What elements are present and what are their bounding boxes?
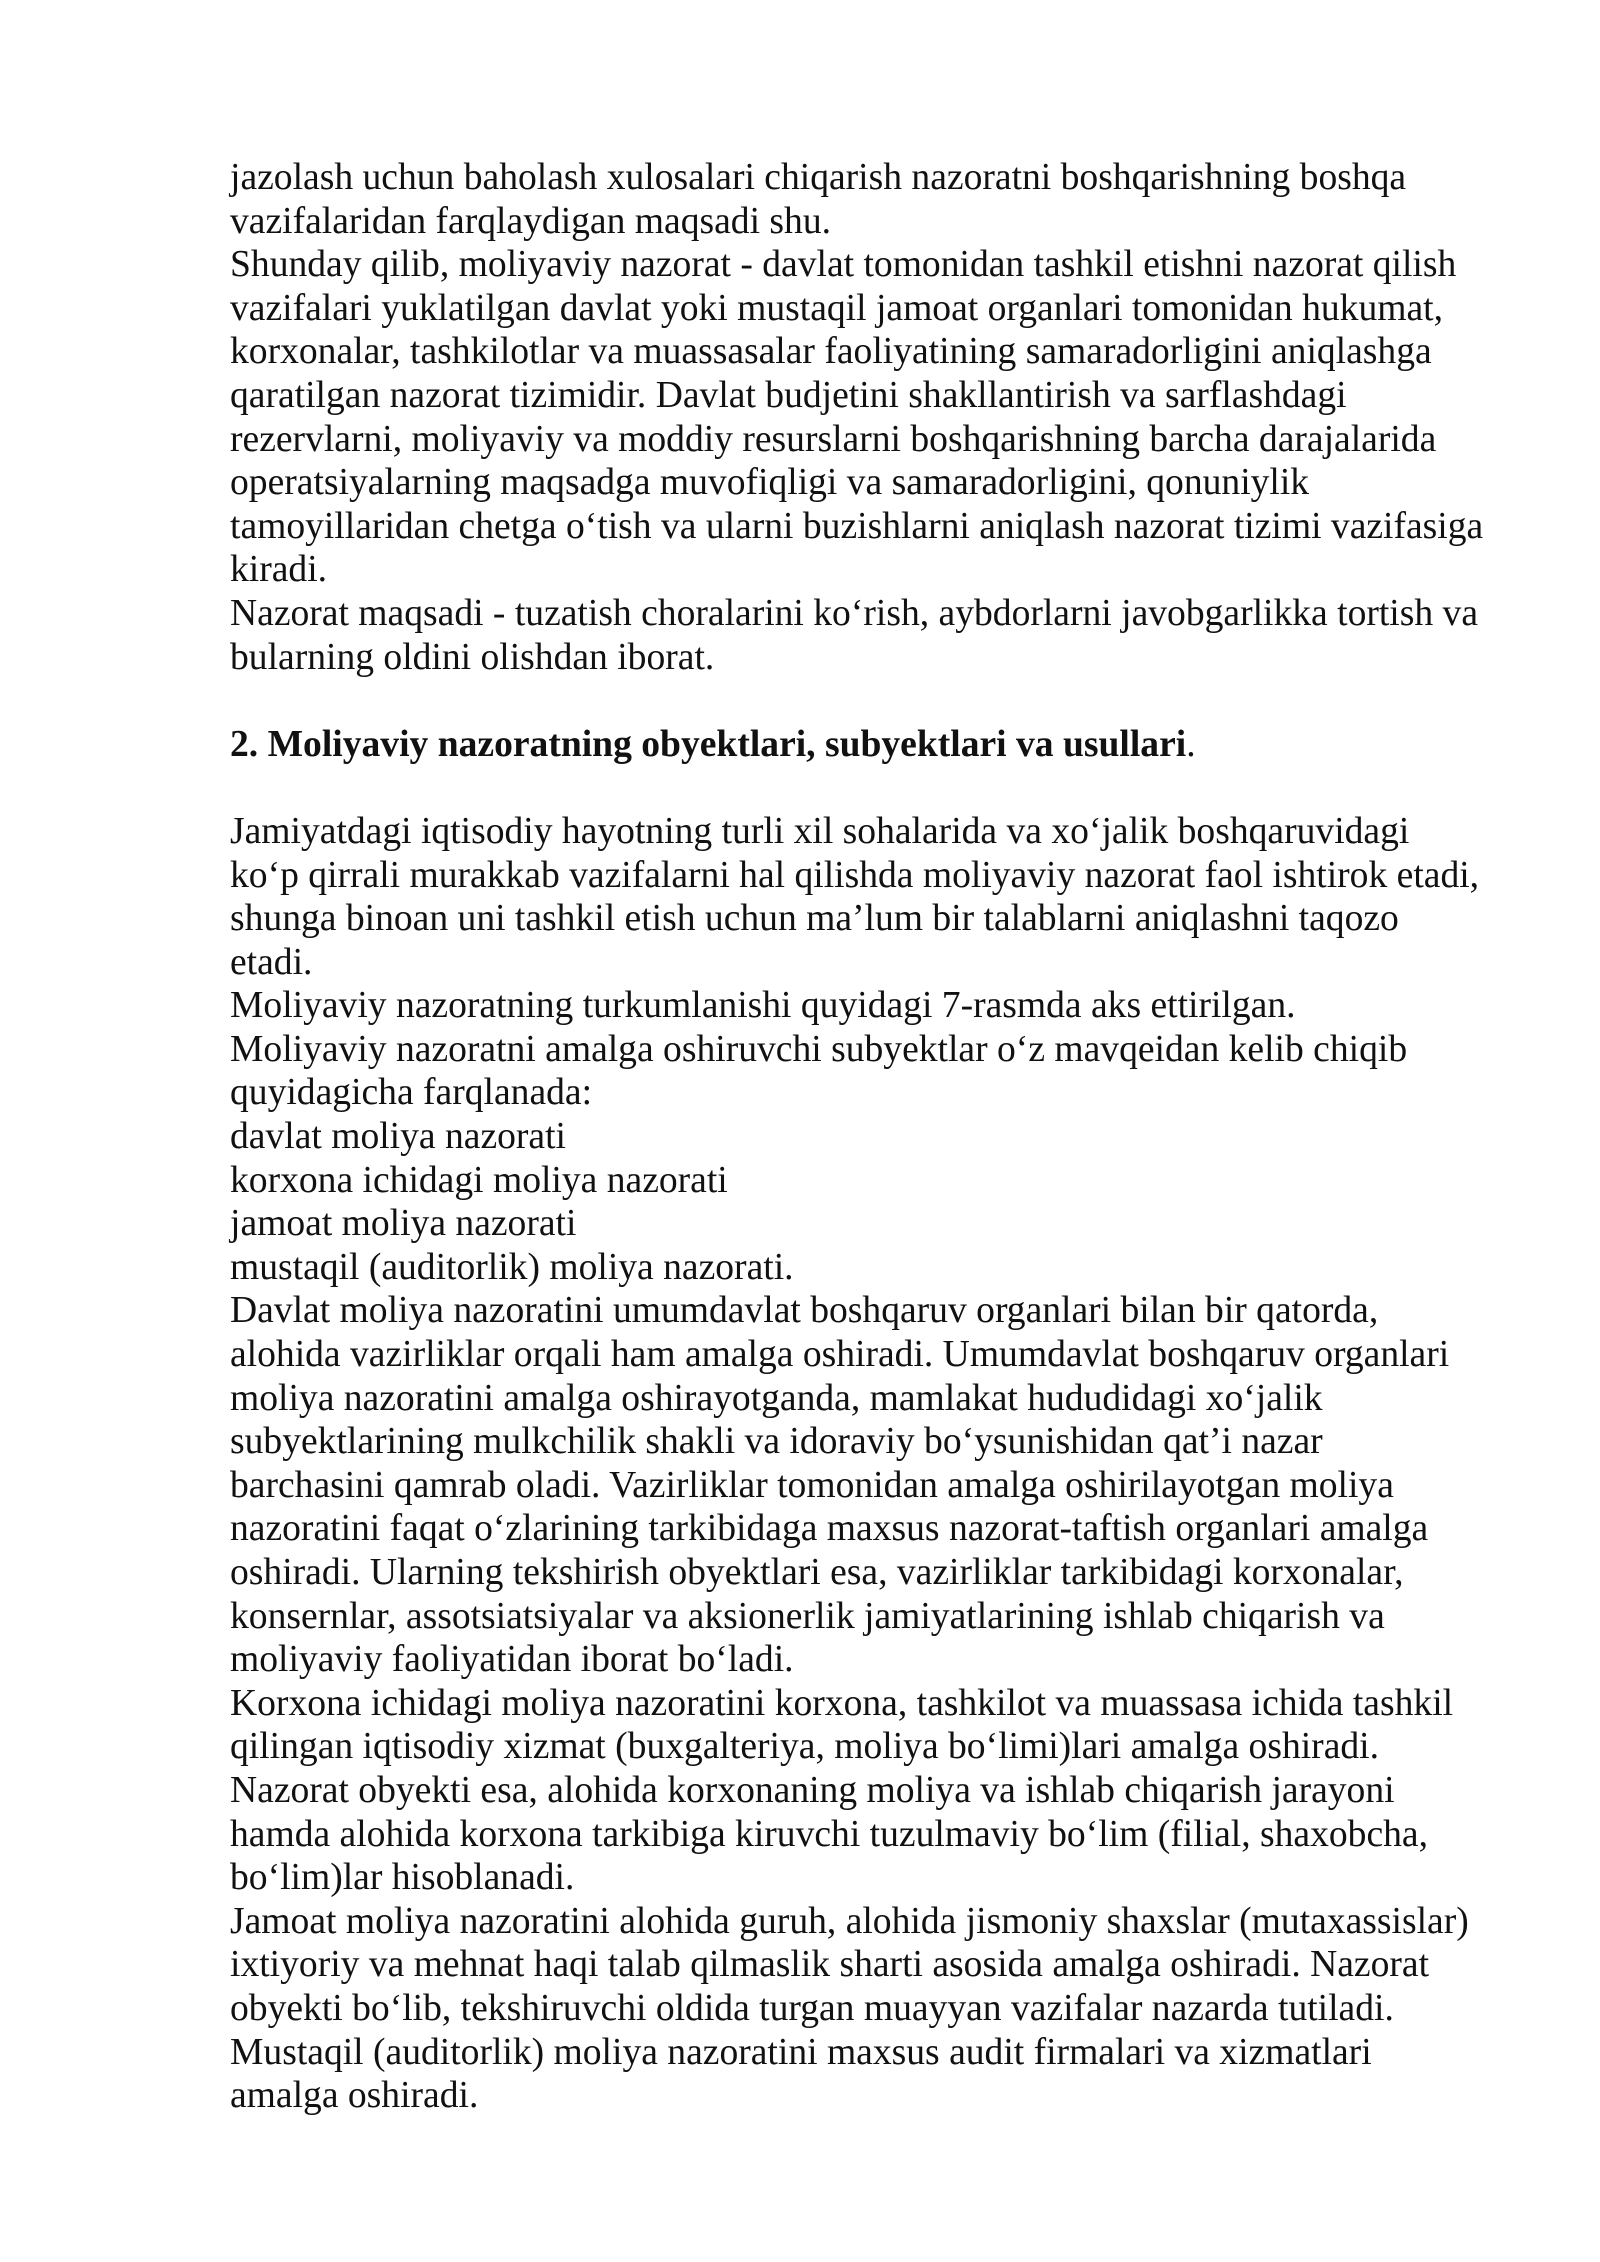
blank-line — [230, 679, 1550, 723]
text-line: nazoratini faqat o‘zlarining tarkibidaga maxsus nazorat-taftish organlari amalga — [230, 1508, 1429, 1550]
text-line: korxonalar, tashkilotlar va muassasalar faoliyatining samaradorligini aniqlashga — [230, 331, 1432, 373]
text-line: konsernlar, assotsiatsiyalar va aksionerlik jamiyatlarining ishlab chiqarish va — [230, 1595, 1385, 1637]
list-item: jamoat moliya nazorati — [230, 1203, 577, 1245]
document-body — [230, 156, 1550, 2118]
text-line: Nazorat obyekti esa, alohida korxonaning moliya va ishlab chiqarish jarayoni — [230, 1769, 1395, 1811]
list-item: davlat moliya nazorati — [230, 1116, 566, 1158]
list-item: korxona ichidagi moliya nazorati — [230, 1159, 728, 1201]
paragraph-classification-ref — [230, 984, 1550, 1028]
text-line: Korxona ichidagi moliya nazoratini korxona, tashkilot va muassasa ichida tashkil — [230, 1682, 1454, 1724]
text-line: operatsiyalarning maqsadga muvofiqligi va samaradorligini, qonuniylik — [230, 462, 1310, 504]
section-heading-text: 2. Moliyaviy nazoratning obyektlari, subyektlari va usullari — [230, 723, 1187, 765]
text-line: quyidagicha farqlanada: — [230, 1072, 593, 1114]
text-line: Moliyaviy nazoratni amalga oshiruvchi subyektlar o‘z mavqeidan kelib chiqib — [230, 1028, 1408, 1070]
text-line: Davlat moliya nazoratini umumdavlat boshqaruv organlari bilan bir qatorda, — [230, 1290, 1379, 1332]
text-line: qaratilgan nazorat tizimidir. Davlat budjetini shakllantirish va sarflashdagi — [230, 374, 1347, 416]
paragraph-enterprise-object — [230, 1769, 1550, 1900]
text-line: etadi. — [230, 941, 313, 983]
text-line: jazolash uchun baholash xulosalari chiqarish nazoratni boshqarishning boshqa — [230, 157, 1407, 198]
paragraph-definition — [230, 243, 1550, 592]
text-line: hamda alohida korxona tarkibiga kiruvchi tuzulmaviy bo‘lim (filial, shaxobcha, — [230, 1813, 1428, 1855]
text-line: moliya nazoratini amalga oshirayotganda, mamlakat hududidagi xo‘jalik — [230, 1377, 1323, 1419]
paragraph-public-control — [230, 1900, 1550, 2031]
paragraph-state-control — [230, 1289, 1550, 1681]
text-line: bularning oldini olishdan iborat. — [230, 636, 715, 678]
text-line: rezervlarni, moliyaviy va moddiy resurslarni boshqarishning barcha darajalarida — [230, 418, 1437, 460]
text-line: vazifalari yuklatilgan davlat yoki mustaqil jamoat organlari tomonidan hukumat, — [230, 287, 1443, 329]
section-heading-period: . — [1186, 723, 1196, 765]
text-line: alohida vazirliklar orqali ham amalga oshiradi. Umumdavlat boshqaruv organlari — [230, 1334, 1450, 1376]
paragraph-subjects-intro — [230, 1028, 1550, 1115]
text-line: bo‘lim)lar hisoblanadi. — [230, 1857, 575, 1899]
paragraph-participation — [230, 810, 1550, 984]
text-line: ixtiyoriy va mehnat haqi talab qilmaslik sharti asosida amalga oshiradi. Nazorat — [230, 1944, 1430, 1986]
paragraph-goal — [230, 592, 1550, 679]
text-line: subyektlarining mulkchilik shakli va idoraviy bo‘ysunishidan qat’i nazar — [230, 1421, 1323, 1463]
text-line: oshiradi. Ularning tekshirish obyektlari esa, vazirliklar tarkibidagi korxonalar, — [230, 1552, 1404, 1593]
section-heading — [230, 723, 1550, 767]
text-line: Jamiyatdagi iqtisodiy hayotning turli xil sohalarida va xo‘jalik boshqaruvidagi — [230, 810, 1410, 852]
text-line: vazifalaridan farqlaydigan maqsadi shu. — [230, 200, 832, 242]
text-line: moliyaviy faoliyatidan iborat bo‘ladi. — [230, 1639, 794, 1681]
paragraph-intro-continuation — [230, 156, 1550, 243]
text-line: ko‘p qirrali murakkab vazifalarni hal qilishda moliyaviy nazorat faol ishtirok etadi, — [230, 854, 1480, 896]
text-line: Nazorat maqsadi - tuzatish choralarini ko‘rish, aybdorlarni javobgarlikka tortish va — [230, 592, 1479, 634]
text-line: Shunday qilib, moliyaviy nazorat - davlat tomonidan tashkil etishni nazorat qilish — [230, 244, 1457, 286]
text-line: shunga binoan uni tashkil etish uchun ma’lum bir talablarni aniqlashni taqozo — [230, 898, 1399, 940]
list-item: mustaqil (auditorlik) moliya nazorati. — [230, 1246, 794, 1288]
subject-types-list — [230, 1115, 1550, 1289]
text-line: Jamoat moliya nazoratini alohida guruh, alohida jismoniy shaxslar (mutaxassislar) — [230, 1900, 1469, 1942]
text-line: Moliyaviy nazoratning turkumlanishi quyidagi 7-rasmda aks ettirilgan. — [230, 985, 1296, 1027]
text-line: obyekti bo‘lib, tekshiruvchi oldida turgan muayyan vazifalar nazarda tutiladi. — [230, 1987, 1394, 2029]
text-line: Mustaqil (auditorlik) moliya nazoratini maxsus audit firmalari va xizmatlari — [230, 2031, 1372, 2073]
paragraph-independent-control — [230, 2031, 1550, 2118]
text-line: barchasini qamrab oladi. Vazirliklar tomonidan amalga oshirilayotgan moliya — [230, 1464, 1394, 1506]
text-line: amalga oshiradi. — [230, 2075, 479, 2117]
text-line: tamoyillaridan chetga o‘tish va ularni buzishlarni aniqlash nazorat tizimi vazifasiga — [230, 505, 1484, 547]
text-line: kiradi. — [230, 549, 328, 591]
paragraph-enterprise-control — [230, 1682, 1550, 1769]
text-line: qilingan iqtisodiy xizmat (buxgalteriya, moliya bo‘limi)lari amalga oshiradi. — [230, 1726, 1379, 1768]
blank-line — [230, 766, 1550, 810]
